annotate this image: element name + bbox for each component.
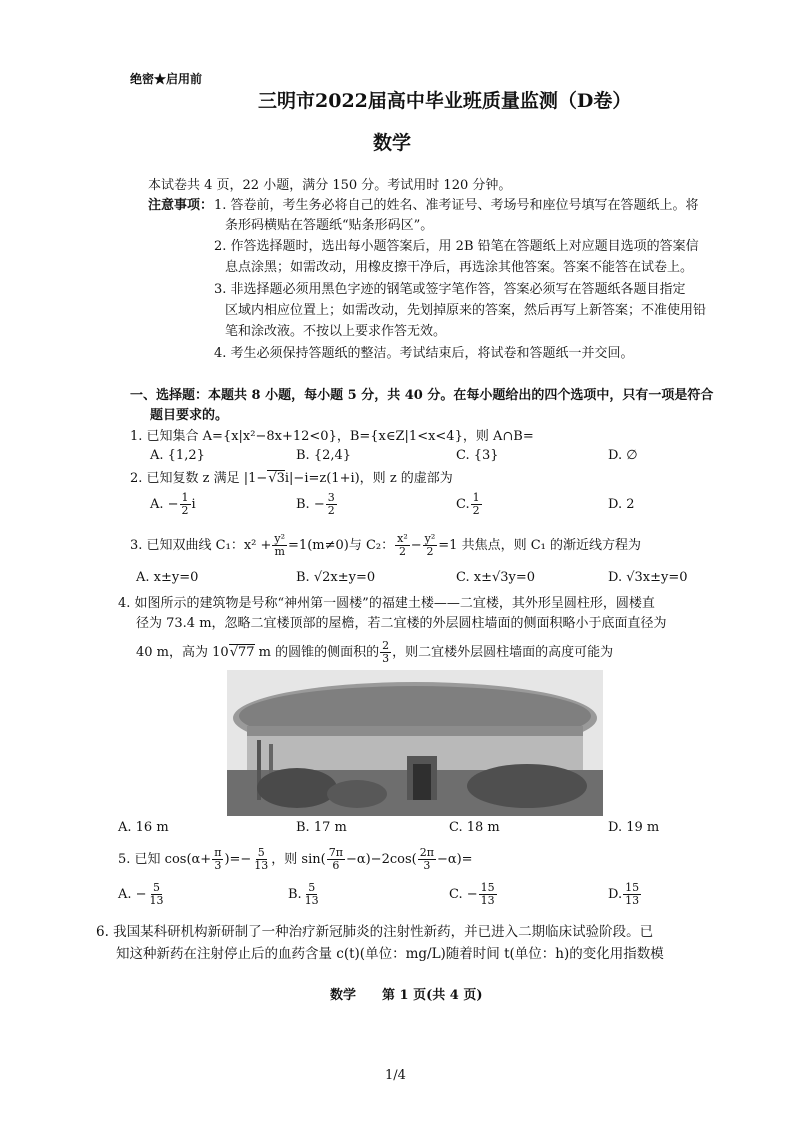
note-3-line-1: 3. 非选择题必须用黑色字迹的钢笔或签字笔作答，答案必须写在答题纸各题目指定 bbox=[214, 282, 686, 297]
exam-info: 本试卷共 4 页，22 小题，满分 150 分。考试用时 120 分钟。 bbox=[148, 178, 512, 193]
note-2-line-1: 2. 作答选择题时，选出每小题答案后，用 2B 铅笔在答题纸上对应题目选项的答案信 bbox=[214, 239, 699, 254]
q1-option-d: D. ∅ bbox=[608, 448, 638, 463]
q5-option-b: B. $\frac{5}{13}$ bbox=[288, 881, 319, 907]
note-3-line-2: 区域内相应位置上；如需改动，先划掉原来的答案，然后再写上新答案；不准使用铅 bbox=[225, 303, 707, 318]
q4-option-b: B. 17 m bbox=[296, 820, 347, 835]
q4-line-1: 4. 如图所示的建筑物是号称“神州第一圆楼”的福建土楼——二宜楼，其外形呈圆柱形，圆楼直 bbox=[118, 596, 655, 611]
tulou-photo-drawing bbox=[227, 670, 603, 816]
pager: 1/4 bbox=[385, 1068, 406, 1083]
notes-label: 注意事项： bbox=[148, 198, 214, 213]
page-footer: 数学 第 1 页(共 4 页) bbox=[330, 988, 483, 1003]
q5-stem: 5. 已知 cos(α+ $\frac{\pi}{3}$ )=− $\frac{5}{13}$ ，则 sin( $\frac{7\pi}{6}$ −α)−2cos( $\frac{2\pi}{3}$ −α)= bbox=[118, 846, 473, 872]
secret-tag: 绝密★启用前 bbox=[130, 72, 203, 86]
q4-option-d: D. 19 m bbox=[608, 820, 660, 835]
q2-option-a: A. − $\frac{1}{2}$ i bbox=[150, 491, 196, 517]
section-heading-line-1: 一、选择题：本题共 8 小题，每小题 5 分，共 40 分。在每小题给出的四个选项中，只有一项是符合 bbox=[130, 388, 714, 403]
q3-option-a: A. x±y=0 bbox=[136, 570, 199, 585]
q3-stem: 3. 已知双曲线 C₁：x² + $\frac{\text{y²}}{m}$ =1(m≠0)与 C₂： $\frac{\text{x²}}{2}$ − $\frac{\text{y²}}{2}$ =1 共焦点，则 C₁ 的渐近线方程为 bbox=[130, 532, 642, 558]
q6-line-1: 6. 我国某科研机构新研制了一种治疗新冠肺炎的注射性新药，并已进入二期临床试验阶段。已 bbox=[96, 924, 654, 940]
tulou-photo bbox=[227, 670, 603, 816]
q5-option-c: C. − $\frac{15}{13}$ bbox=[449, 881, 495, 907]
q4-line-3: 40 m，高为 10√77 m 的圆锥的侧面积的 $\frac{2}{3}$ ，则二宜楼外层圆柱墙面的高度可能为 bbox=[136, 639, 614, 665]
q6-line-2: 知这种新药在注射停止后的血药含量 c(t)(单位：mg/L)随着时间 t(单位：h)的变化用指数模 bbox=[116, 946, 664, 962]
note-3-line-3: 笔和涂改液。不按以上要求作答无效。 bbox=[225, 324, 447, 339]
q4-option-a: A. 16 m bbox=[118, 820, 169, 835]
q1-option-c: C. {3} bbox=[456, 448, 499, 463]
q3-option-c: C. x±√3y=0 bbox=[456, 570, 536, 585]
q2-option-c: C. $\frac{1}{2}$ bbox=[456, 491, 480, 517]
q3-option-d: D. √3x±y=0 bbox=[608, 570, 688, 585]
note-2-line-2: 息点涂黑；如需改动，用橡皮擦干净后，再选涂其他答案。答案不能答在试卷上。 bbox=[225, 260, 694, 275]
q2-option-d: D. 2 bbox=[608, 497, 635, 512]
q4-line-2: 径为 73.4 m，忽略二宜楼顶部的屋檐，若二宜楼的外层圆柱墙面的侧面积略小于底面直径为 bbox=[136, 616, 667, 631]
q1-option-a: A. {1,2} bbox=[150, 448, 205, 463]
note-1-line-1: 1. 答卷前，考生务必将自己的姓名、准考证号、考场号和座位号填写在答题纸上。将 bbox=[214, 198, 699, 213]
note-4-line-1: 4. 考生必须保持答题纸的整洁。考试结束后，将试卷和答题纸一并交回。 bbox=[214, 346, 634, 361]
q2-stem: 2. 已知复数 z 满足 |1−√3i|−i=z(1+i)，则 z 的虚部为 bbox=[130, 471, 453, 486]
q1-option-b: B. {2,4} bbox=[296, 448, 352, 463]
q4-option-c: C. 18 m bbox=[449, 820, 500, 835]
q5-option-d: D. $\frac{15}{13}$ bbox=[608, 881, 640, 907]
exam-title: 三明市2022届高中毕业班质量监测（D卷） bbox=[258, 90, 632, 112]
subject-title: 数学 bbox=[373, 132, 412, 154]
q1-stem: 1. 已知集合 A={x|x²−8x+12<0}，B={x∈Z|1<x<4}，则 A∩B= bbox=[130, 429, 534, 444]
q2-option-b: B. − $\frac{3}{2}$ bbox=[296, 491, 335, 517]
q3-option-b: B. √2x±y=0 bbox=[296, 570, 376, 585]
section-heading-line-2: 题目要求的。 bbox=[150, 408, 229, 423]
q5-option-a: A. − $\frac{5}{13}$ bbox=[118, 881, 164, 907]
note-1-line-2: 条形码横贴在答题纸“贴条形码区”。 bbox=[225, 218, 434, 233]
